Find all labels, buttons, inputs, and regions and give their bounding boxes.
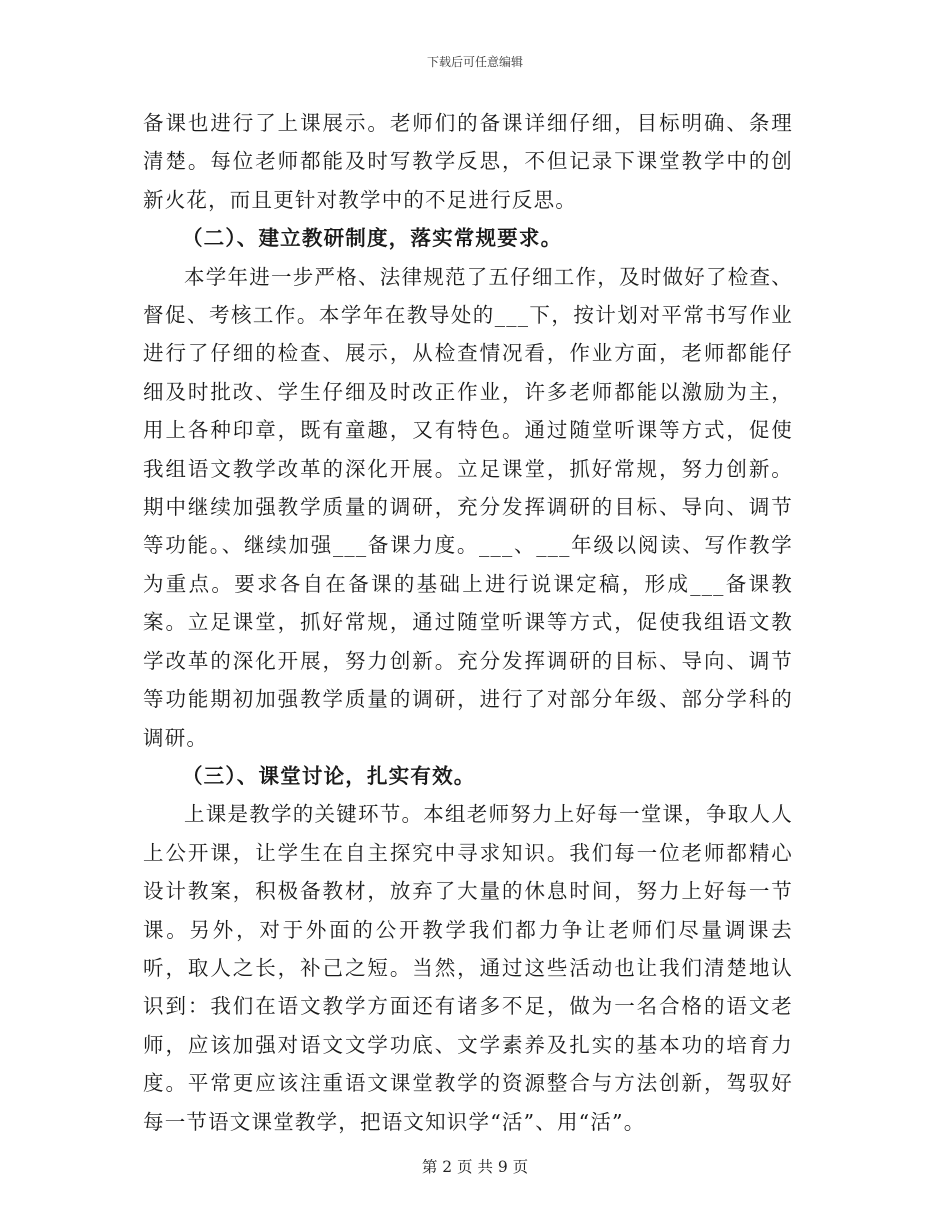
paragraph-continued: 备课也进行了上课展示。老师们的备课详细仔细，目标明确、条理清楚。每位老师都能及时写教学反思，不但记录下课堂教学中的创新火花，而且更针对教学中的不足进行反思。 — [143, 111, 793, 212]
section-heading-3: （三）、课堂讨论，扎实有效。 — [181, 763, 476, 788]
section-heading-2: （二）、建立教研制度，落实常规要求。 — [181, 226, 563, 251]
paragraph-teaching-research: 本学年进一步严格、法律规范了五仔细工作，及时做好了检查、督促、考核工作。本学年在教导处的___下，按计划对平常书写作业进行了仔细的检查、展示，从检查情况看，作业方面，老师都能仔细及时批改、学生仔细及时改正作业，许多老师都能以激励为主，用上各种印章，既有童趣，又有特色。通过随堂听课等方式，促使我组语文教学改革的深化开展。立足课堂，抓好常规，努力创新。期中继续加强教学质量的调研，充分发挥调研的目标、导向、调节等功能。、继续加强___备课力度。___、___年级以阅读、写作教学为重点。要求各自在备课的基础上进行说课定稿，形成___备课教案。立足课堂，抓好常规，通过随堂听课等方式，促使我组语文教学改革的深化开展，努力创新。充分发挥调研的目标、导向、调节等功能期初加强教学质量的调研，进行了对部分年级、部分学科的调研。 — [143, 264, 793, 750]
page-header-note: 下载后可任意编辑 — [426, 55, 523, 69]
document-body — [143, 104, 793, 1141]
page-number-indicator: 第 2 页 共 9 页 — [421, 1158, 529, 1176]
paragraph-classroom-discussion: 上课是教学的关键环节。本组老师努力上好每一堂课，争取人人上公开课，让学生在自主探究中寻求知识。我们每一位老师都精心设计教案，积极备教材，放弃了大量的休息时间，努力上好每一节课。另外，对于外面的公开教学我们都力争让老师们尽量调课去听，取人之长，补己之短。当然，通过这些活动也让我们清楚地认识到：我们在语文教学方面还有诸多不足，做为一名合格的语文老师，应该加强对语文文学功底、文学素养及扎实的基本功的培育力度。平常更应该注重语文课堂教学的资源整合与方法创新，驾驭好每一节语文课堂教学，把语文知识学“活”、用“活”。 — [143, 802, 793, 1134]
